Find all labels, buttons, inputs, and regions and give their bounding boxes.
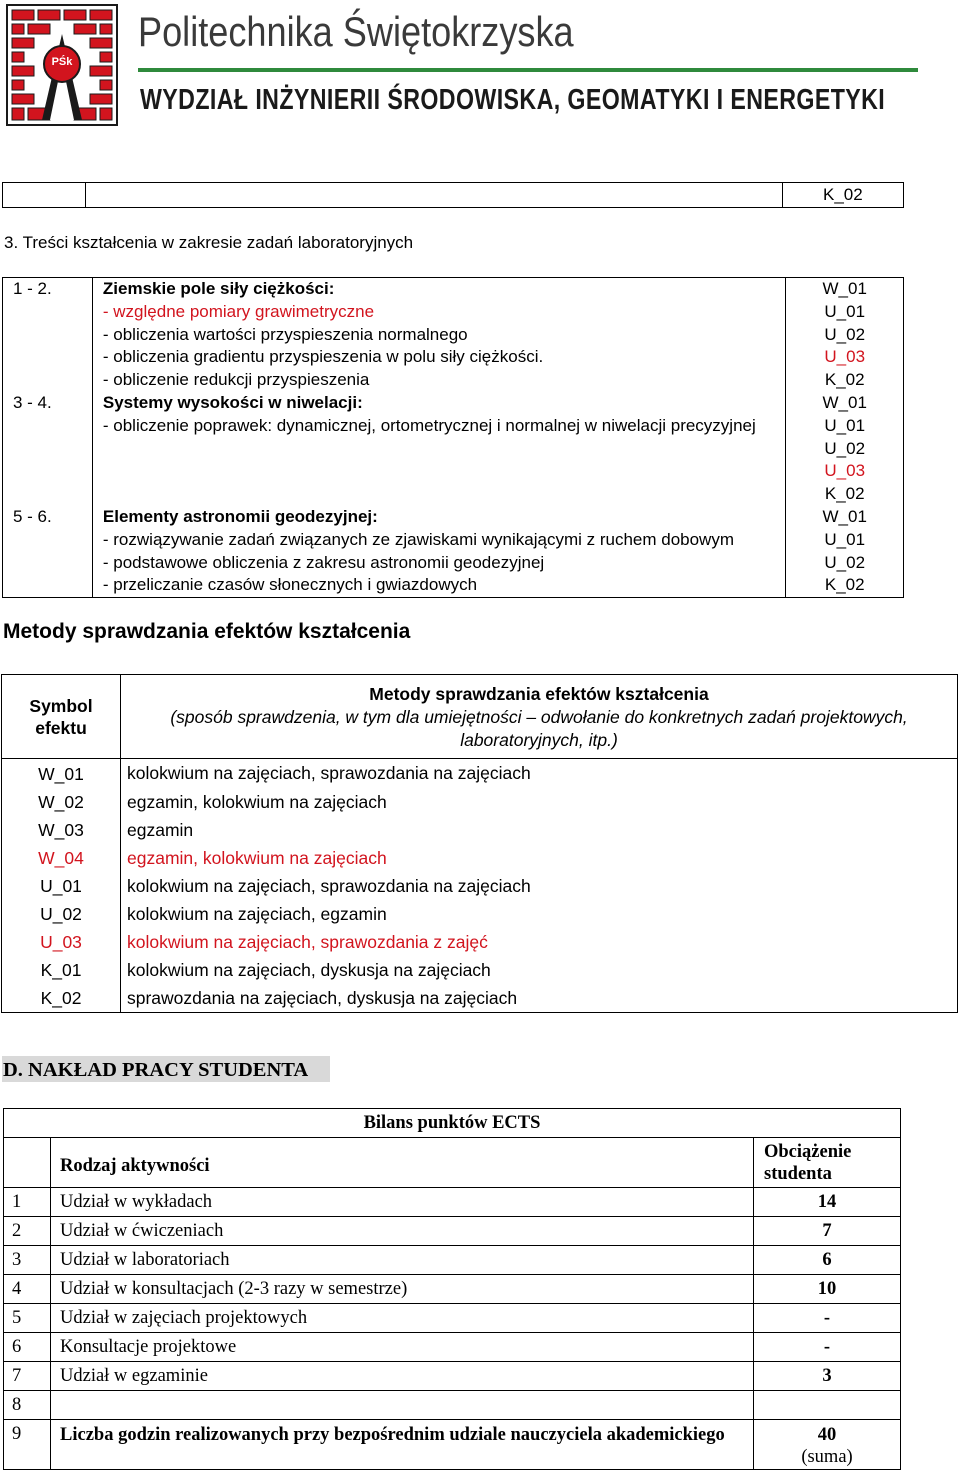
lab-row-content [92, 506, 786, 598]
ects-total-value: 40 [817, 1425, 837, 1445]
method-description: kolokwium na zajęciach, dyskusja na zajęciach [121, 956, 958, 984]
ects-load: 6 [754, 1246, 901, 1275]
effect-code: U_01 [824, 301, 866, 321]
effect-code: U_02 [824, 552, 866, 572]
effect-code: W_01 [822, 279, 867, 298]
ects-row-number: 3 [4, 1246, 51, 1275]
method-description: kolokwium na zajęciach, sprawozdania na zajęciach [121, 759, 958, 789]
lab-row [3, 392, 904, 506]
methods-heading: Metody sprawdzania efektów kształcenia [3, 620, 411, 643]
method-description: kolokwium na zajęciach, egzamin [121, 900, 958, 928]
empty-cell [86, 183, 783, 208]
effect-code: K_02 [782, 183, 903, 208]
ects-total-cell [754, 1420, 901, 1470]
symbol-header-label: Symbol efektu [29, 695, 93, 738]
effect-code: K_02 [824, 484, 865, 504]
ects-activity: Udział w egzaminie [51, 1362, 754, 1391]
effect-symbol: W_02 [2, 788, 121, 816]
ects-total-note: (suma) [801, 1447, 853, 1467]
ects-row [4, 1333, 901, 1362]
methods-table [1, 674, 958, 1013]
effect-code: K_02 [824, 370, 865, 390]
effect-symbol: K_01 [2, 956, 121, 984]
load-header: Obciążenie studenta [754, 1138, 901, 1188]
effect-symbol: U_02 [2, 900, 121, 928]
method-row [2, 928, 958, 956]
ects-total-row [4, 1420, 901, 1470]
lab-topic-title: Systemy wysokości w niwelacji: [102, 392, 363, 412]
lab-row-content [92, 392, 786, 506]
lab-topic-item: - rozwiązywanie zadań związanych ze zjawiskami wynikającymi z ruchem dobowym [102, 529, 734, 549]
lab-topic-item: - względne pomiary grawimetryczne [102, 301, 375, 321]
lab-row-number: 5 - 6. [3, 506, 93, 598]
effect-code: U_03 [824, 347, 866, 367]
ects-activity: Udział w laboratoriach [51, 1246, 754, 1275]
method-row [2, 844, 958, 872]
lab-row-codes [786, 278, 904, 392]
ects-activity [51, 1391, 754, 1420]
method-row [2, 759, 958, 789]
ects-activity: Udział w zajęciach projektowych [51, 1304, 754, 1333]
method-row [2, 900, 958, 928]
university-name: Politechnika Świętokrzyska [138, 8, 574, 55]
effect-code: U_02 [824, 438, 866, 458]
previous-table-tail [2, 182, 904, 208]
effect-symbol: W_04 [2, 844, 121, 872]
method-description: kolokwium na zajęciach, sprawozdania z zajęć [121, 928, 958, 956]
lab-topic-title: Ziemskie pole siły ciężkości: [102, 279, 335, 298]
effect-symbol: W_03 [2, 816, 121, 844]
effect-code: U_01 [824, 415, 866, 435]
method-row [2, 788, 958, 816]
lab-topic-item: - obliczenia wartości przyspieszenia normalnego [102, 324, 468, 344]
effect-code: W_01 [822, 506, 867, 526]
method-row [2, 956, 958, 984]
lab-row [3, 506, 904, 598]
method-header [121, 675, 958, 759]
method-description: egzamin [121, 816, 958, 844]
lab-row-content [92, 278, 786, 392]
effect-code: U_01 [824, 529, 866, 549]
method-description: egzamin, kolokwium na zajęciach [121, 844, 958, 872]
effect-symbol: U_01 [2, 872, 121, 900]
lab-topic-item: - przeliczanie czasów słonecznych i gwiazdowych [102, 575, 478, 595]
effect-symbol: K_02 [2, 984, 121, 1013]
effect-code: W_01 [822, 392, 867, 412]
method-row [2, 816, 958, 844]
empty-cell [4, 1138, 51, 1188]
ects-row [4, 1304, 901, 1333]
method-header-subtitle: (sposób sprawdzenia, w tym dla umiejętności – odwołanie do konkretnych zadań projektowych, laboratoryjnych, itp.) [170, 707, 908, 750]
ects-row-number: 5 [4, 1304, 51, 1333]
ects-load: - [754, 1333, 901, 1362]
ects-row-number: 1 [4, 1188, 51, 1217]
effect-symbol: W_01 [2, 759, 121, 789]
ects-row-number: 8 [4, 1391, 51, 1420]
lab-row [3, 278, 904, 392]
effect-code: U_03 [824, 461, 866, 481]
section-title: 3. Treści kształcenia w zakresie zadań laboratoryjnych [4, 233, 414, 252]
workload-heading: D. NAKŁAD PRACY STUDENTA [2, 1056, 330, 1082]
ects-row-number: 7 [4, 1362, 51, 1391]
ects-row [4, 1362, 901, 1391]
logo-text: PŚk [51, 56, 73, 68]
ects-load: 10 [754, 1275, 901, 1304]
lab-topic-item: - obliczenie poprawek: dynamicznej, ortometrycznej i normalnej w niwelacji precyzyjnej [102, 415, 756, 435]
effect-code: U_02 [824, 324, 866, 344]
lab-topic-item: - obliczenie redukcji przyspieszenia [102, 370, 370, 390]
lab-row-number: 1 - 2. [3, 278, 93, 392]
empty-cell [3, 183, 86, 208]
ects-row-number: 9 [4, 1420, 51, 1470]
ects-row [4, 1217, 901, 1246]
lab-row-codes [786, 506, 904, 598]
ects-activity: Konsultacje projektowe [51, 1333, 754, 1362]
ects-activity: Udział w konsultacjach (2-3 razy w semestrze) [51, 1275, 754, 1304]
effect-code: K_02 [824, 575, 865, 595]
lab-topic-title: Elementy astronomii geodezyjnej: [102, 506, 378, 526]
ects-row-number: 2 [4, 1217, 51, 1246]
header-divider [138, 68, 918, 72]
ects-load: 3 [754, 1362, 901, 1391]
method-row [2, 984, 958, 1013]
ects-total-activity: Liczba godzin realizowanych przy bezpośrednim udziale nauczyciela akademickiego [51, 1420, 754, 1470]
lab-content-table [2, 277, 904, 598]
ects-load: 14 [754, 1188, 901, 1217]
activity-header: Rodzaj aktywności [51, 1138, 754, 1188]
method-description: sprawozdania na zajęciach, dyskusja na zajęciach [121, 984, 958, 1013]
ects-row [4, 1275, 901, 1304]
ects-title: Bilans punktów ECTS [4, 1109, 901, 1138]
ects-activity: Udział w ćwiczeniach [51, 1217, 754, 1246]
lab-topic-item: - podstawowe obliczenia z zakresu astronomii geodezyjnej [102, 552, 545, 572]
ects-load: - [754, 1304, 901, 1333]
ects-load [754, 1391, 901, 1420]
ects-row-number: 4 [4, 1275, 51, 1304]
ects-row-number: 6 [4, 1333, 51, 1362]
effect-symbol: U_03 [2, 928, 121, 956]
ects-row [4, 1391, 901, 1420]
lab-row-codes [786, 392, 904, 506]
ects-row [4, 1188, 901, 1217]
method-row [2, 872, 958, 900]
lab-topic-item: - obliczenia gradientu przyspieszenia w polu siły ciężkości. [102, 347, 544, 367]
ects-row [4, 1246, 901, 1275]
ects-load: 7 [754, 1217, 901, 1246]
lab-row-number: 3 - 4. [3, 392, 93, 506]
symbol-header [2, 675, 121, 759]
method-description: kolokwium na zajęciach, sprawozdania na zajęciach [121, 872, 958, 900]
method-description: egzamin, kolokwium na zajęciach [121, 788, 958, 816]
faculty-name: WYDZIAŁ INŻYNIERII ŚRODOWISKA, GEOMATYKI I ENERGETYKI [140, 84, 886, 116]
university-logo [6, 4, 118, 126]
ects-table [3, 1108, 901, 1470]
ects-activity: Udział w wykładach [51, 1188, 754, 1217]
method-header-title: Metody sprawdzania efektów kształcenia [369, 684, 709, 704]
